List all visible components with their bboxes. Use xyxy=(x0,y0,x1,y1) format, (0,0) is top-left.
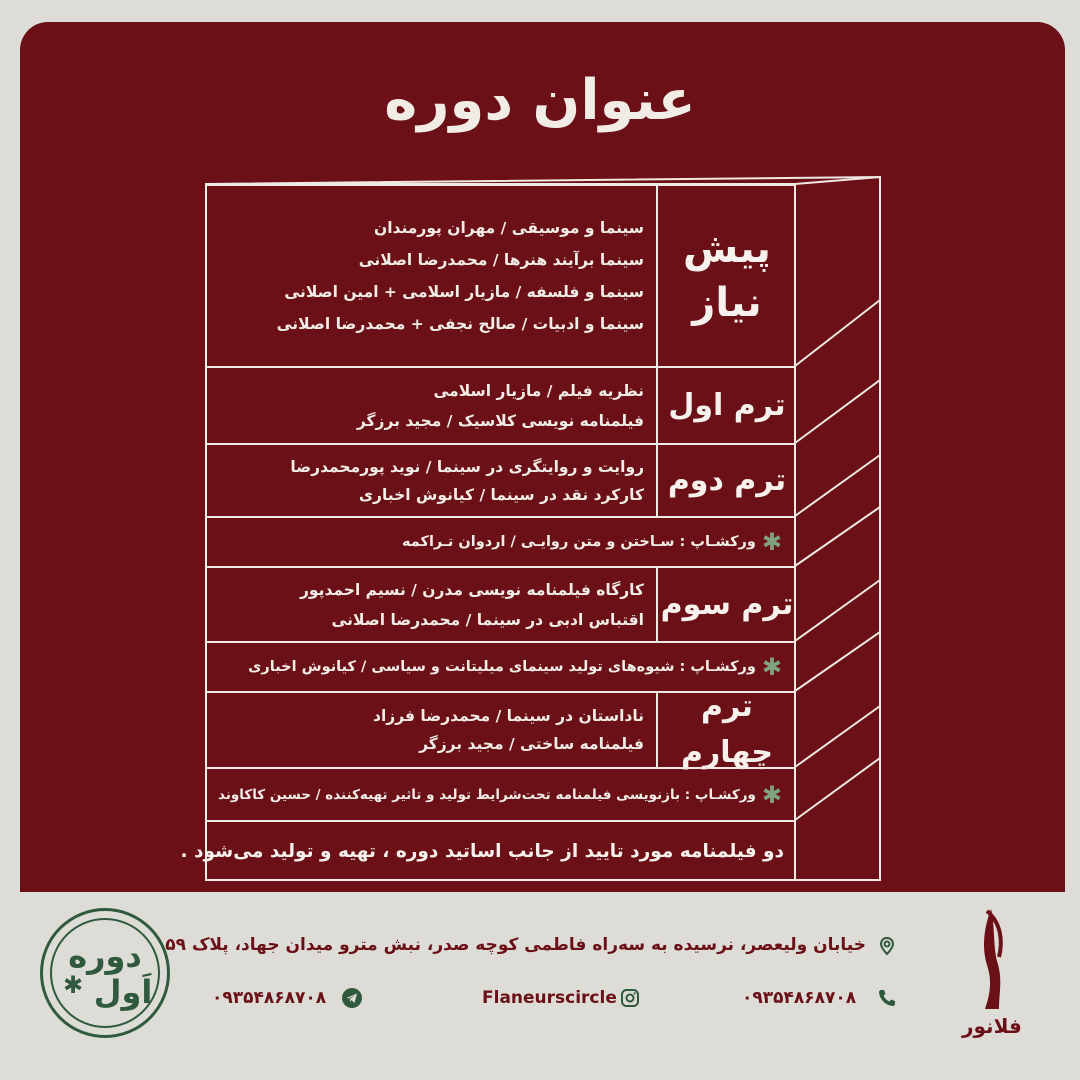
section-label: ترم چهارم xyxy=(656,693,796,767)
phone-icon[interactable] xyxy=(877,988,897,1008)
course-item: روایت و روایتگری در سینما / نوید پورمحمدرضا xyxy=(290,457,644,476)
telegram-number[interactable]: ۰۹۳۵۴۸۶۸۷۰۸ xyxy=(212,988,327,1008)
course-item: سینما و ادبیات / صالح نجفی + محمدرضا اصلانی xyxy=(276,315,644,333)
course-item: اقتباس ادبی در سینما / محمدرضا اصلانی xyxy=(331,610,644,629)
course-list xyxy=(214,445,644,516)
badge-star-icon: ✱ xyxy=(62,971,84,999)
course-item: سینما و فلسفه / مازیار اسلامی + امین اصلانی xyxy=(284,283,644,301)
address-text: خیابان ولیعصر، نرسیده به سه‌راه فاطمی کوچه صدر، نبش مترو میدان جهاد، پلاک ۵۹ xyxy=(165,935,866,955)
badge-line1: دوره xyxy=(68,937,142,975)
section-row-prerequisite xyxy=(206,184,796,366)
workshop-row xyxy=(206,767,796,820)
course-item: کارکرد نقد در سینما / کیانوش اخباری xyxy=(358,485,644,504)
course-item: فیلمنامه ساختی / مجید برزگر xyxy=(419,735,644,753)
workshop-text: ورکشـاپ : سـاختن و متن روایـی / اردوان تـراکمه xyxy=(402,534,756,550)
course-list xyxy=(214,368,644,443)
phone-number[interactable]: ۰۹۳۵۴۸۶۸۷۰۸ xyxy=(742,988,857,1008)
course-list xyxy=(214,693,644,767)
workshop-row xyxy=(206,516,796,566)
course-item: فیلمنامه نویسی کلاسیک / مجید برزگر xyxy=(356,411,644,430)
course-item: سینما برآیند هنرها / محمدرضا اصلانی xyxy=(358,251,644,269)
page-title: عنوان دوره xyxy=(384,68,696,133)
logo-wordmark: فلانور xyxy=(962,1014,1022,1038)
section-label: ترم سوم xyxy=(656,568,796,641)
workshop-text: ورکشـاپ : بازنویسی فیلمنامه تحت‌شرایط تولید و تاثیر تهیه‌کننده / حسین کاکاوند xyxy=(218,786,756,803)
instagram-icon[interactable] xyxy=(620,988,640,1008)
badge-line2: اَول xyxy=(93,973,153,1011)
section-row-term2 xyxy=(206,443,796,516)
course-list xyxy=(214,568,644,641)
star-icon: ✱ xyxy=(761,528,782,556)
section-label: ترم دوم xyxy=(656,445,796,516)
section-row-term3 xyxy=(206,566,796,641)
instagram-handle[interactable]: Flaneurscircle xyxy=(482,988,617,1008)
course-list xyxy=(214,186,644,366)
course-badge xyxy=(40,908,170,1038)
star-icon: ✱ xyxy=(761,653,782,681)
course-item: کارگاه فیلمنامه نویسی مدرن / نسیم احمدپور xyxy=(300,580,644,599)
section-label: ترم اول xyxy=(656,368,796,443)
final-note: دو فیلمنامه مورد تایید از جانب اساتید دوره ، تهیه و تولید می‌شود . xyxy=(206,820,796,880)
section-row-term4 xyxy=(206,689,796,770)
course-item: نا‌داستان در سینما / محمدرضا فرزاد xyxy=(373,707,644,725)
section-row-term1 xyxy=(206,366,796,443)
course-item: سینما و موسیقی / مهران پورمندان xyxy=(373,219,644,237)
course-item: نظریه فیلم / مازیار اسلامی xyxy=(433,381,644,400)
telegram-icon[interactable] xyxy=(342,988,362,1008)
workshop-text: ورکشـاپ : شیوه‌های تولید سینمای میلیتانت و سیاسی / کیانوش اخباری xyxy=(248,659,756,675)
star-icon: ✱ xyxy=(761,780,782,809)
location-icon xyxy=(877,936,897,956)
section-label: پیش نیاز xyxy=(656,186,796,366)
